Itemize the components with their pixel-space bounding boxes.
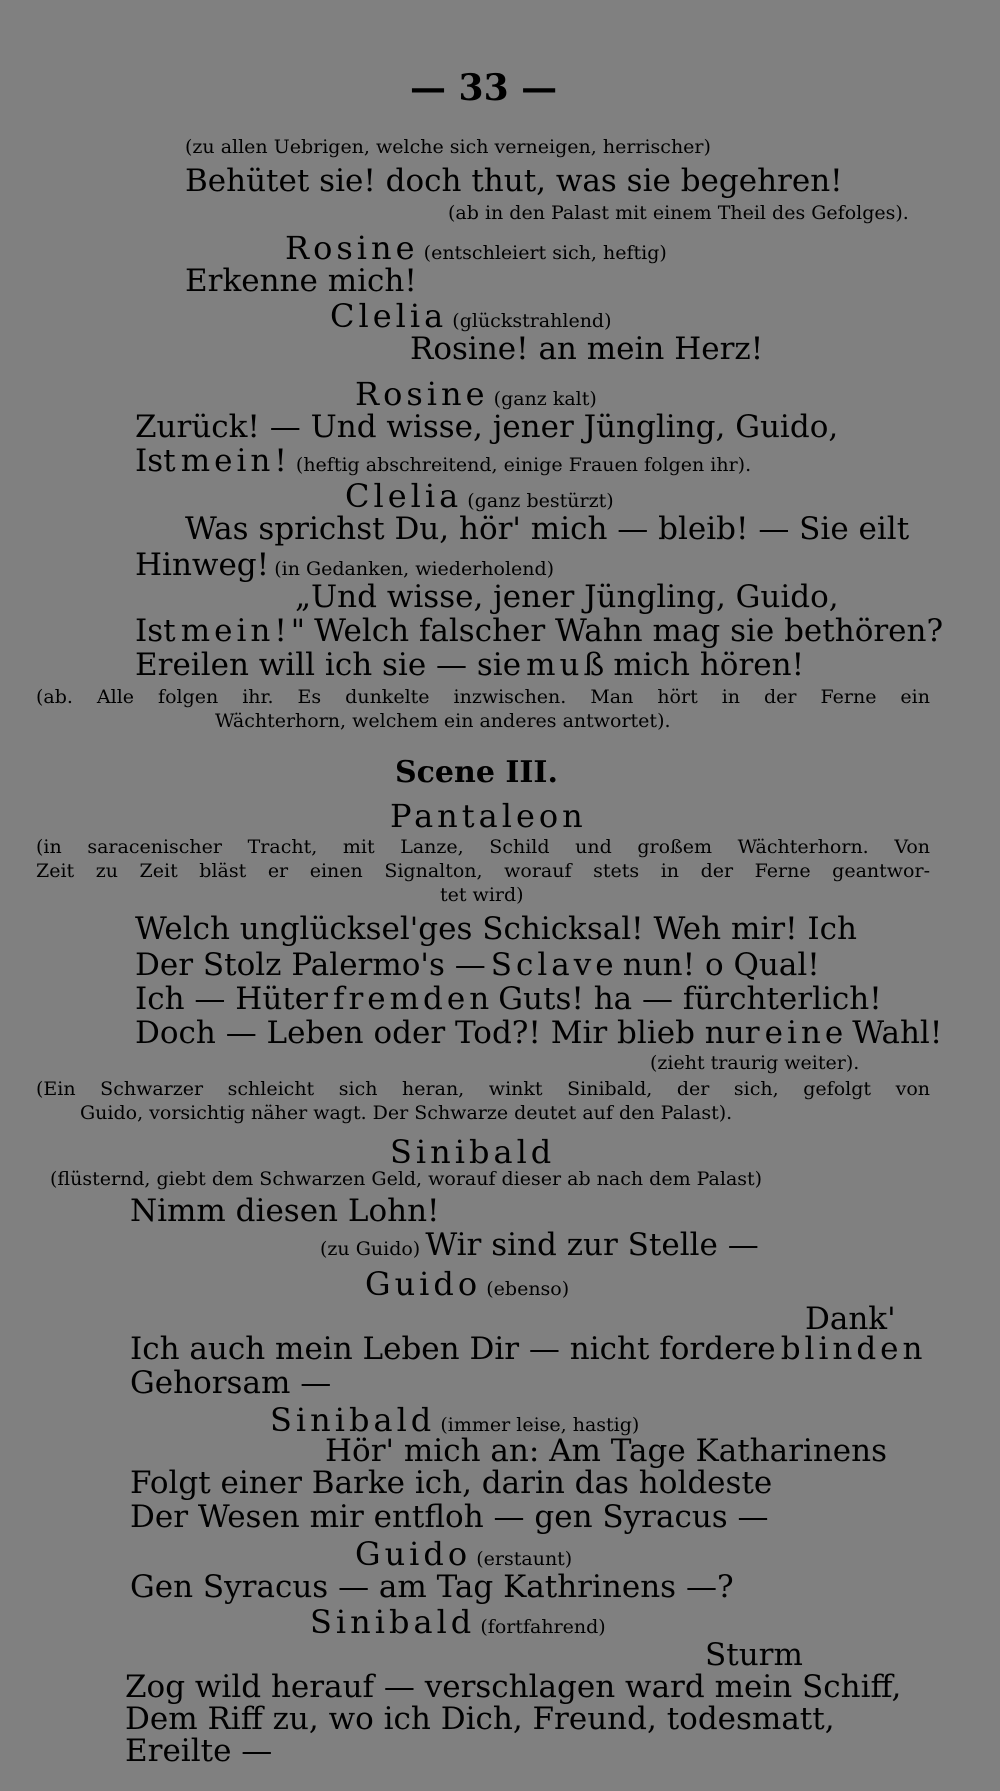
verse-text: mich hören! [613, 647, 805, 683]
stage-direction: (Ein Schwarzer schleicht sich heran, winkt Sinibald, der sich, gefolgt von [36, 1078, 930, 1100]
stage-direction: Wächterhorn, welchem ein anderes antwortet). [215, 710, 671, 732]
stage-direction: (ganz kalt) [493, 388, 597, 410]
speaker-line [285, 229, 667, 267]
spaced-emphasis: Sclave [490, 947, 618, 983]
stage-direction: (zu Guido) [320, 1238, 421, 1260]
stage-direction: (zieht traurig weiter). [650, 1052, 860, 1074]
speaker-name: Rosine [285, 229, 419, 267]
verse-line [135, 647, 805, 683]
spaced-emphasis: muß [526, 647, 609, 683]
stage-direction: (ganz bestürzt) [467, 490, 614, 512]
stage-direction: tet wird) [440, 884, 524, 906]
spaced-emphasis: mein! [180, 443, 291, 479]
stage-direction: (in saracenischer Tracht, mit Lanze, Schild und großem Wächterhorn. Von [36, 836, 930, 858]
verse-text: nun! o Qual! [622, 947, 820, 983]
stage-direction: (zu allen Uebrigen, welche sich verneigen, herrischer) [185, 136, 711, 158]
verse-line: Was sprichst Du, hör' mich — bleib! — Sie eilt [185, 511, 910, 547]
verse-text: Ereilen will ich sie — sie [135, 647, 522, 683]
verse-line: Hör' mich an: Am Tage Katharinens [325, 1433, 888, 1469]
speaker-line [355, 1535, 573, 1573]
stage-direction: Guido, vorsichtig näher wagt. Der Schwarze deutet auf den Palast). [80, 1102, 733, 1124]
verse-text: Ich — Hüter [135, 981, 328, 1017]
verse-line: Der Wesen mir entfloh — gen Syracus — [130, 1499, 769, 1535]
speaker-name: Guido [365, 1265, 482, 1303]
verse-line: Nimm diesen Lohn! [130, 1193, 440, 1229]
verse-line: Sturm [705, 1637, 803, 1673]
verse-text: Ist [135, 443, 176, 479]
verse-line: Rosine! an mein Herz! [410, 331, 764, 367]
verse-text: Doch — Leben oder Tod?! Mir blieb nur [135, 1015, 760, 1051]
verse-line: Folgt einer Barke ich, darin das holdeste [130, 1465, 773, 1501]
verse-line: Behütet sie! doch thut, was sie begehren! [185, 163, 843, 199]
spaced-emphasis: blinden [780, 1331, 927, 1367]
spaced-emphasis: fremden [333, 981, 494, 1017]
verse-line: Erkenne mich! [185, 263, 417, 299]
verse-line: Gen Syracus — am Tag Kathrinens —? [130, 1569, 734, 1605]
scene-heading: Scene III. [395, 755, 558, 790]
page-number: — 33 — [410, 67, 558, 109]
verse-line: Zog wild herauf — verschlagen ward mein Schiff, [125, 1669, 902, 1705]
speaker-line [345, 477, 614, 515]
stage-direction: (fortfahrend) [480, 1616, 606, 1638]
verse-line [130, 1331, 927, 1367]
stage-direction: (ebenso) [486, 1278, 570, 1300]
speaker-name: Sinibald [270, 1401, 436, 1439]
stage-direction: (in Gedanken, wiederholend) [274, 558, 555, 580]
speaker-line [355, 375, 597, 413]
speaker-name: Sinibald [310, 1603, 476, 1641]
verse-text: Wahl! [852, 1015, 943, 1051]
verse-line [135, 547, 555, 583]
verse-line [135, 613, 944, 649]
verse-line [135, 981, 882, 1017]
verse-line: Ereilte — [125, 1733, 273, 1769]
speaker-line [270, 1401, 640, 1439]
verse-line: Dem Riff zu, wo ich Dich, Freund, todesmatt, [125, 1701, 835, 1737]
verse-line [135, 443, 752, 479]
speaker-name: Clelia [330, 297, 448, 335]
speaker-line [365, 1265, 570, 1303]
stage-direction: (erstaunt) [476, 1548, 573, 1570]
verse-text: Hinweg! [135, 547, 270, 583]
stage-direction: (entschleiert sich, heftig) [423, 242, 667, 264]
verse-line: Zurück! — Und wisse, jener Jüngling, Guido, [135, 409, 839, 445]
verse-text: Ist [135, 613, 176, 649]
verse-text: Wir sind zur Stelle — [425, 1227, 759, 1263]
verse-line: „Und wisse, jener Jüngling, Guido, [295, 579, 839, 615]
stage-direction: (ab. Alle folgen ihr. Es dunkelte inzwischen. Man hört in der Ferne ein [36, 686, 930, 708]
stage-direction: (flüsternd, giebt dem Schwarzen Geld, worauf dieser ab nach dem Palast) [50, 1168, 763, 1190]
verse-text: Guts! ha — fürchterlich! [498, 981, 882, 1017]
speaker-name: Rosine [355, 375, 489, 413]
verse-line [135, 947, 820, 983]
speaker-name: Pantaleon [390, 797, 587, 835]
speaker-line [310, 1603, 606, 1641]
speaker-name: Sinibald [390, 1133, 556, 1171]
verse-line [320, 1227, 759, 1263]
spaced-emphasis: eine [764, 1015, 848, 1051]
stage-direction: (glückstrahlend) [452, 310, 612, 332]
stage-direction: (ab in den Palast mit einem Theil des Gefolges). [448, 202, 909, 224]
stage-direction: (immer leise, hastig) [440, 1414, 640, 1436]
speaker-line [330, 297, 612, 335]
verse-line: Welch unglücksel'ges Schicksal! Weh mir! Ich [135, 911, 857, 947]
stage-direction: Zeit zu Zeit bläst er einen Signalton, worauf stets in der Ferne geantwor- [36, 860, 930, 882]
verse-line [135, 1015, 943, 1051]
speaker-name: Clelia [345, 477, 463, 515]
spaced-emphasis: mein!" [180, 613, 310, 649]
verse-text: Welch falscher Wahn mag sie bethören? [314, 613, 944, 649]
verse-line: Dank' [805, 1301, 896, 1337]
verse-text: Ich auch mein Leben Dir — nicht fordere [130, 1331, 776, 1367]
speaker-name: Guido [355, 1535, 472, 1573]
verse-text: Der Stolz Palermo's — [135, 947, 486, 983]
stage-direction: (heftig abschreitend, einige Frauen folgen ihr). [295, 454, 752, 476]
verse-line: Gehorsam — [130, 1365, 332, 1401]
